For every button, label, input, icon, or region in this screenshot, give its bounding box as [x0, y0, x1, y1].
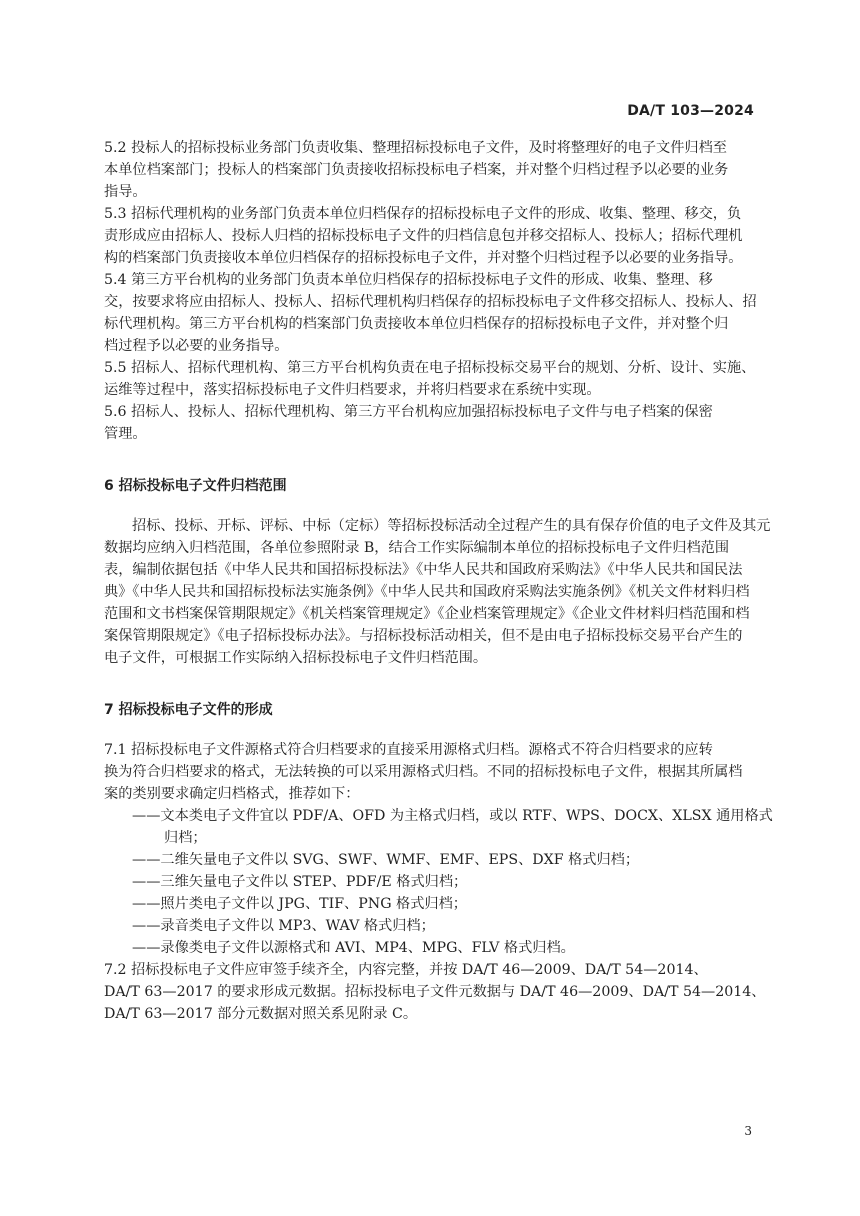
text-line: 管理。: [104, 426, 147, 442]
text-line: 招标、投标、开标、评标、中标（定标）等招标投标活动全过程产生的具有保存价值的电子文件及其元: [132, 518, 771, 534]
list-item: ——三维矢量电子文件以 STEP、PDF/E 格式归档；: [132, 874, 468, 890]
section-6-paragraph: [104, 515, 771, 669]
section-7-heading: 7 招标投标电子文件的形成: [104, 702, 273, 718]
clause-7-2: [104, 959, 766, 1025]
text-line: 交，按要求将应由招标人、投标人、招标代理机构归档保存的招标投标电子文件移交招标人、投标人、招: [104, 294, 757, 310]
list-item: ——二维矢量电子文件以 SVG、SWF、WMF、EMF、EPS、DXF 格式归档；: [132, 852, 640, 868]
clause-5-4: [104, 269, 759, 357]
text-line: 指导。: [104, 184, 147, 200]
text-line: 5.6 招标人、投标人、招标代理机构、第三方平台机构应加强招标投标电子文件与电子档案的保密: [104, 404, 713, 420]
text-line: 5.3 招标代理机构的业务部门负责本单位归档保存的招标投标电子文件的形成、收集、整理、移交，负: [104, 206, 742, 222]
section-6-heading: 6 招标投标电子文件归档范围: [104, 478, 287, 494]
text-line: 构的档案部门负责接收本单位归档保存的招标投标电子文件，并对整个归档过程予以必要的业务指导。: [104, 250, 743, 266]
text-line: 档过程予以必要的业务指导。: [104, 338, 289, 354]
text-line: 7.1 招标投标电子文件源格式符合归档要求的直接采用源格式归档。源格式不符合归档要求的应转: [104, 742, 713, 758]
text-line: 数据均应纳入归档范围，各单位参照附录 B，结合工作实际编制本单位的招标投标电子文件归档范围: [104, 540, 730, 556]
page-number: 3: [744, 1124, 752, 1138]
text-line: DA/T 63—2017 的要求形成元数据。招标投标电子文件元数据与 DA/T 46—2009、DA/T 54—2014、: [104, 984, 766, 1000]
text-line: 案保管期限规定》《电子招标投标办法》。与招标投标活动相关，但不是由电子招标投标交易平台产生的: [104, 628, 743, 644]
list-item: ——照片类电子文件以 JPG、TIF、PNG 格式归档；: [132, 896, 467, 912]
text-line: 案的类别要求确定归档格式，推荐如下：: [104, 786, 360, 802]
clause-5-6: [104, 401, 759, 445]
list-item-continuation: 归档；: [164, 830, 207, 846]
document-code-header: DA/T 103—2024: [627, 103, 754, 119]
text-line: 电子文件，可根据工作实际纳入招标投标电子文件归档范围。: [104, 650, 488, 666]
text-line: 5.4 第三方平台机构的业务部门负责本单位归档保存的招标投标电子文件的形成、收集、整理、移: [104, 272, 713, 288]
clause-7-1: [104, 739, 759, 805]
text-line: 本单位档案部门；投标人的档案部门负责接收招标投标电子档案，并对整个归档过程予以必要的业务: [104, 162, 729, 178]
list-item: ——录像类电子文件以源格式和 AVI、MP4、MPG、FLV 格式归档。: [132, 940, 575, 956]
text-line: 标代理机构。第三方平台机构的档案部门负责接收本单位归档保存的招标投标电子文件，并对整个归: [104, 316, 729, 332]
text-line: 换为符合归档要求的格式，无法转换的可以采用源格式归档。不同的招标投标电子文件，根据其所属档: [104, 764, 743, 780]
text-line: 典》《中华人民共和国招标投标法实施条例》《中华人民共和国政府采购法实施条例》《机关文件材料归档: [104, 584, 750, 600]
text-line: 7.2 招标投标电子文件应审签手续齐全，内容完整，并按 DA/T 46—2009、DA/T 54—2014、: [104, 962, 708, 978]
text-line: 责形成应由招标人、投标人归档的招标投标电子文件的归档信息包并移交招标人、投标人；招标代理机: [104, 228, 743, 244]
text-line: 运维等过程中，落实招标投标电子文件归档要求，并将归档要求在系统中实现。: [104, 382, 601, 398]
format-list: [104, 805, 773, 959]
text-line: DA/T 63—2017 部分元数据对照关系见附录 C。: [104, 1006, 418, 1022]
document-body: [104, 137, 773, 1025]
clause-5-5: [104, 357, 759, 401]
clause-5-3: [104, 203, 759, 269]
clause-5-2: [104, 137, 759, 203]
text-line: 表，编制依据包括《中华人民共和国招标投标法》《中华人民共和国政府采购法》《中华人民共和国民法: [104, 562, 743, 578]
list-item: ——文本类电子文件宜以 PDF/A、OFD 为主格式归档，或以 RTF、WPS、DOCX、XLSX 通用格式: [132, 808, 773, 824]
list-item: ——录音类电子文件以 MP3、WAV 格式归档；: [132, 918, 435, 934]
text-line: 5.2 投标人的招标投标业务部门负责收集、整理招标投标电子文件，及时将整理好的电子文件归档至: [104, 140, 727, 156]
text-line: 5.5 招标人、招标代理机构、第三方平台机构负责在电子招标投标交易平台的规划、分析、设计、实施、: [104, 360, 756, 376]
text-line: 范围和文书档案保管期限规定》《机关档案管理规定》《企业档案管理规定》《企业文件材料归档范围和档: [104, 606, 750, 622]
